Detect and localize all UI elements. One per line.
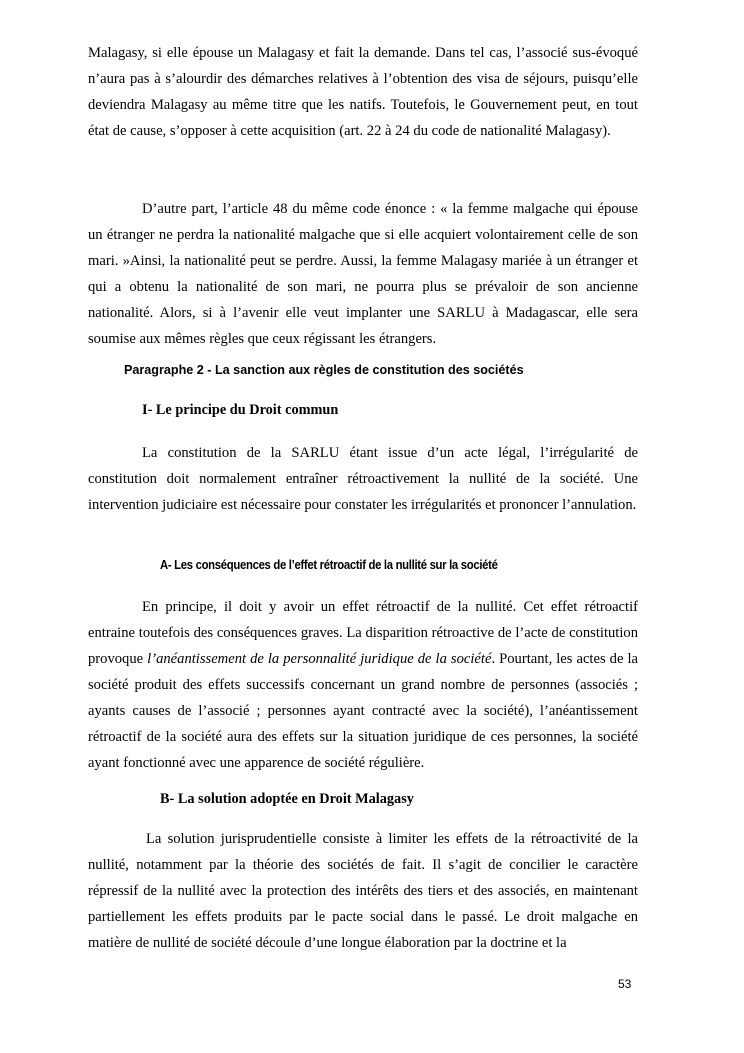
body-paragraph: La solution jurisprudentielle consiste à limiter les effets de la rétroactivité de la nullité, notamment par la théorie des sociétés de fait. Il s’agit de concilier le caractère répressif de la nullité avec la protection des intérêts des tiers et des associés, en maintenant partiellement les effets produits par le pacte social dans le passé. Le droit malgache en matière de nullité de société découle d’une longue élaboration par la doctrine et la bbox=[88, 831, 638, 951]
section-heading-consequences-effet-retroactif: A- Les conséquences de l’effet rétroactif de la nullité sur la société bbox=[160, 558, 498, 572]
page-number: 53 bbox=[618, 977, 632, 991]
body-paragraph: La constitution de la SARLU étant issue d’un acte légal, l’irrégularité de constitution doit normalement entraîner rétroactivement la nullité de la société. Une intervention judiciaire est nécessaire pour constater les irrégularités et prononcer l’annulation. bbox=[88, 445, 638, 513]
section-heading-principe-droit-commun: I- Le principe du Droit commun bbox=[142, 402, 339, 418]
paragraph-text: En principe, il doit y avoir un effet rétroactif de la nullité. Cet effet rétroactif entraine toutefois des conséquences graves. La disparition rétroactive de l’acte de constitution provoque bbox=[88, 599, 638, 667]
section-heading-paragraphe-2: Paragraphe 2 - La sanction aux règles de constitution des sociétés bbox=[124, 363, 524, 377]
body-paragraph: D’autre part, l’article 48 du même code énonce : « la femme malgache qui épouse un étranger ne perdra la nationalité malgache que si elle acquiert volontairement celle de son mari. »Ainsi, la nationalité peut se perdre. Aussi, la femme Malagasy mariée à un étranger et qui a obtenu la nationalité de son mari, ne pourra plus se prévaloir de son ancienne nationalité. Alors, si à l’avenir elle veut implanter une SARLU à Madagascar, elle sera soumise aux mêmes règles que ceux régissant les étrangers. bbox=[88, 201, 638, 347]
body-paragraph: Malagasy, si elle épouse un Malagasy et fait la demande. Dans tel cas, l’associé sus-évoqué n’aura pas à s’alourdir des démarches relatives à l’obtention des visa de séjours, puisqu’elle deviendra Malagasy au même titre que les natifs. Toutefois, le Gouvernement peut, en tout état de cause, s’opposer à cette acquisition (art. 22 à 24 du code de nationalité Malagasy). bbox=[88, 45, 638, 139]
section-heading-solution-droit-malagasy: B- La solution adoptée en Droit Malagasy bbox=[160, 791, 414, 807]
italic-emphasis: l’anéantissement de la personnalité juridique de la société bbox=[147, 651, 492, 667]
paragraph-text: . Pourtant, les actes de la société produit des effets successifs concernant un grand nombre de personnes (associés ; ayants causes de l’associé ; personnes ayant contracté avec la société), l’anéantissement rétroactif de la société aura des effets sur la situation juridique de ces personnes, la société ayant fonctionné avec une apparence de société régulière. bbox=[88, 651, 638, 771]
body-paragraph bbox=[88, 594, 638, 776]
